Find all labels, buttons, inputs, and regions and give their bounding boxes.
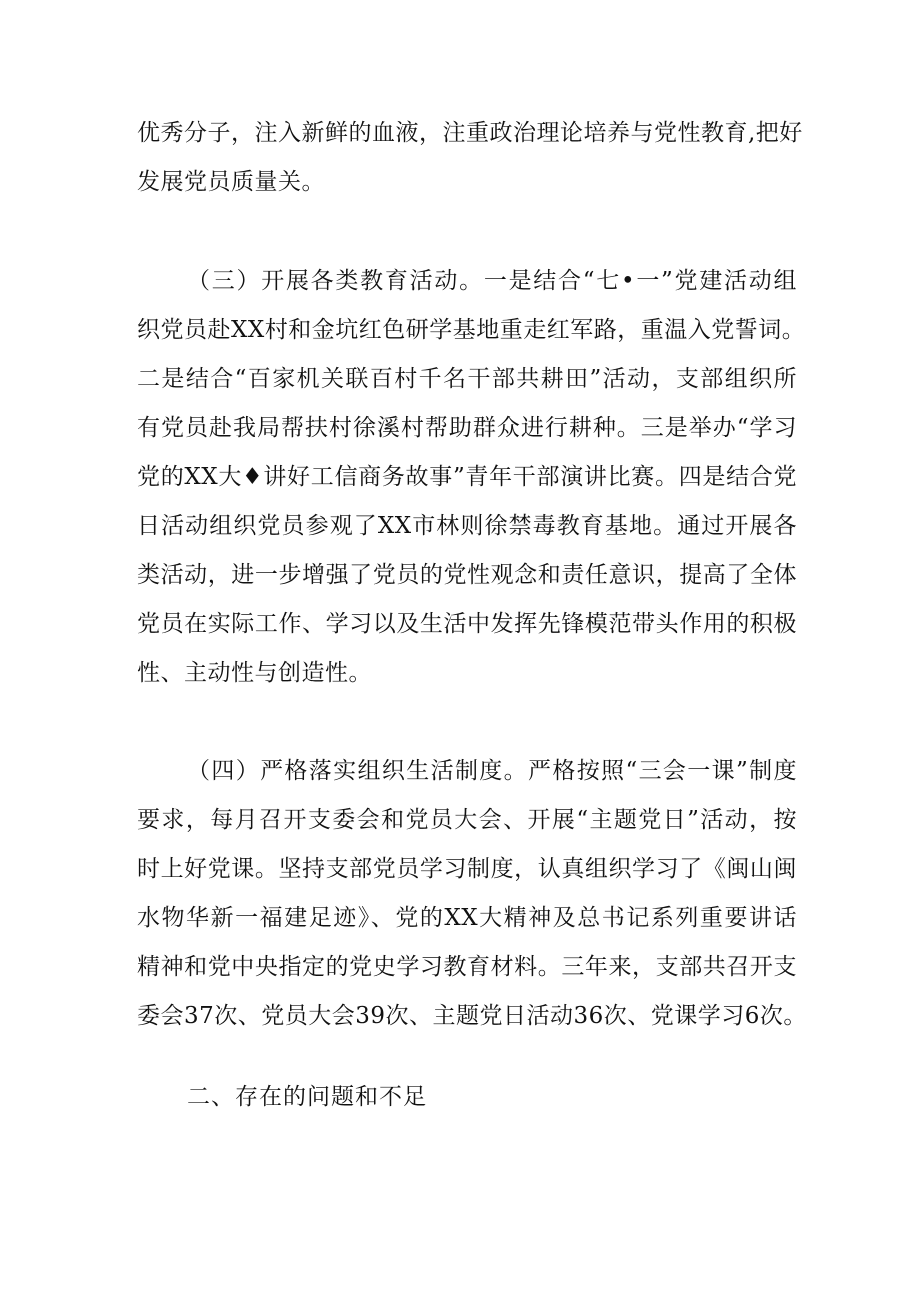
paragraph-line: 性、主动性与创造性。 [137,660,372,686]
paragraph-line: （四）严格落实组织生活制度。严格按照“三会一课”制度 [187,758,797,784]
paragraph-line: 织党员赴XX村和金坑红色研学基地重走红军路，重温入党誓词。 [137,317,806,343]
paragraph-line: 日活动组织党员参观了XX市林则徐禁毒教育基地。通过开展各 [137,513,797,539]
paragraph-line: 时上好党课。坚持支部党员学习制度，认真组织学习了《闽山闽 [137,856,797,882]
paragraph-line: 党的XX大♦讲好工信商务故事”青年干部演讲比赛。四是结合党 [137,464,797,490]
paragraph-line: 委会37次、党员大会39次、主题党日活动36次、党课学习6次。 [137,1003,807,1029]
paragraph-line: 发展党员质量关。 [137,169,325,195]
paragraph-line: 优秀分子，注入新鲜的血液，注重政治理论培养与党性教育,把好 [137,120,803,146]
paragraph-line: 类活动，进一步增强了党员的党性观念和责任意识，提高了全体 [137,562,797,588]
section-heading: 二、存在的问题和不足 [187,1084,427,1110]
paragraph-line: 要求，每月召开支委会和党员大会、开展“主题党日”活动，按 [137,807,797,833]
paragraph-line: 水物华新一福建足迹》、党的XX大精神及总书记系列重要讲话 [137,905,797,931]
paragraph-line: 二是结合“百家机关联百村千名干部共耕田”活动，支部组织所 [137,366,797,392]
paragraph-line: （三）开展各类教育活动。一是结合“七•一”党建活动组 [187,268,797,294]
paragraph-line: 精神和党中央指定的党史学习教育材料。三年来，支部共召开支 [137,954,797,980]
paragraph-line: 党员在实际工作、学习以及生活中发挥先锋模范带头作用的积极 [137,611,797,637]
paragraph-line: 有党员赴我局帮扶村徐溪村帮助群众进行耕种。三是举办“学习 [137,415,797,441]
